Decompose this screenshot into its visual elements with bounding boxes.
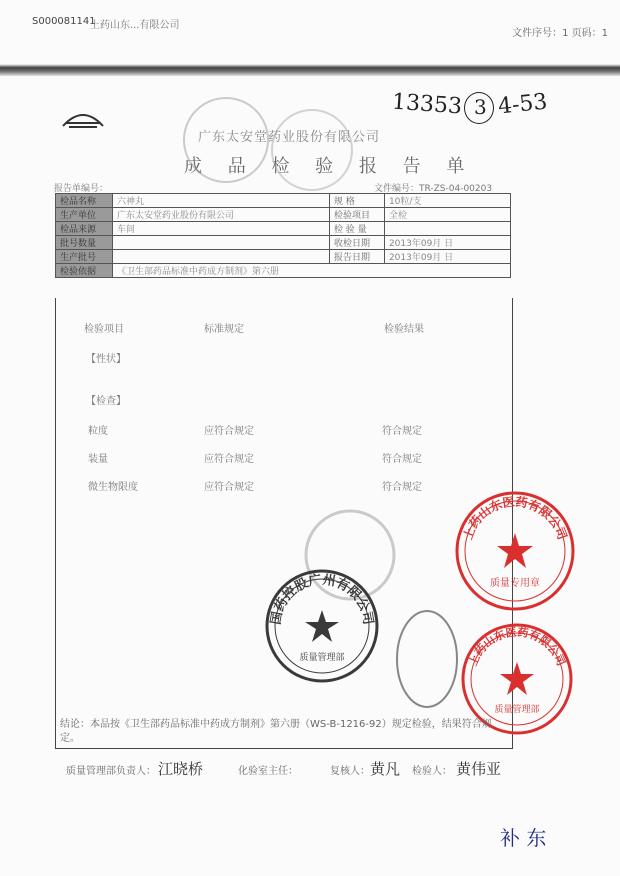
product-info-table — [55, 193, 511, 278]
results-header-standard: 标准规定 — [204, 324, 244, 335]
info-value: 10粒/支 — [384, 194, 510, 208]
svg-text:上药山东医药有限公司: 上药山东医药有限公司 — [460, 494, 570, 542]
row-standard: 应符合规定 — [204, 426, 254, 437]
info-label: 生产单位 — [56, 208, 113, 222]
svg-text:质量管理部: 质量管理部 — [299, 653, 345, 663]
info-label: 检品来源 — [56, 222, 113, 236]
info-value — [113, 236, 330, 250]
scan-band-divider — [0, 64, 620, 76]
handwritten-number-b: 3 — [474, 95, 487, 119]
inspector-signature: 黄伟亚 — [456, 760, 502, 778]
qa-manager-signature: 江晓桥 — [158, 760, 204, 778]
row-result: 符合规定 — [382, 454, 422, 465]
info-value — [113, 250, 330, 264]
oval-stamp — [392, 604, 462, 714]
row-standard: 应符合规定 — [204, 454, 254, 465]
handwritten-number-c: 4-53 — [496, 89, 549, 120]
inspector-label: 检验人： — [412, 766, 452, 777]
reviewer-signature: 黄凡 — [370, 760, 401, 778]
info-value: 全检 — [384, 208, 510, 222]
info-label: 收检日期 — [329, 236, 384, 250]
info-row — [56, 264, 511, 278]
report-title: 成 品 检 验 报 告 单 — [184, 156, 475, 177]
handwritten-circled-number — [464, 92, 494, 124]
info-value: 车间 — [113, 222, 330, 236]
report-number: 报告单编号： — [54, 184, 109, 194]
svg-text:质量专用章: 质量专用章 — [490, 578, 540, 589]
info-value: 2013年09月 日 — [384, 250, 510, 264]
row-standard: 应符合规定 — [204, 482, 254, 493]
info-label: 批号数量 — [56, 236, 113, 250]
row-result: 符合规定 — [382, 426, 422, 437]
fax-doc-id: S000081141 — [32, 16, 96, 27]
fax-header — [0, 0, 620, 40]
reviewer-label: 复核人： — [330, 766, 370, 777]
info-row — [56, 222, 511, 236]
results-header-item: 检验项目 — [84, 324, 124, 335]
info-value: 六神丸 — [113, 194, 330, 208]
faint-stamp-top-right — [262, 100, 362, 200]
info-row — [56, 250, 511, 264]
lab-director-label: 化验室主任： — [238, 766, 298, 777]
info-value: 《卫生部药品标准中药成方制剂》第六册 — [113, 264, 511, 278]
file-number: 文件编号：TR-ZS-04-00203 — [374, 184, 493, 194]
fax-file-number: 文件序号：1 页码：1 — [512, 28, 608, 39]
handwritten-note-bottom: 补 东 — [500, 826, 547, 850]
qa-manager-label: 质量管理部负责人： — [66, 766, 156, 777]
section-appearance: 【性状】 — [86, 354, 126, 365]
fax-company: 上药山东...有限公司 — [90, 20, 180, 31]
info-row — [56, 236, 511, 250]
info-label: 检验依据 — [56, 264, 113, 278]
info-label: 报告日期 — [329, 250, 384, 264]
conclusion-text: 结论：本品按《卫生部药品标准中药成方制剂》第六册（WS-B-1216-92）规定检验，结果符合规定。 — [60, 719, 492, 744]
info-label: 检验项目 — [329, 208, 384, 222]
handwritten-number-a: 13353 — [391, 89, 463, 120]
info-value — [384, 222, 510, 236]
info-label: 规 格 — [329, 194, 384, 208]
row-result: 符合规定 — [382, 482, 422, 493]
info-label: 检品名称 — [56, 194, 113, 208]
svg-text:质量管理部: 质量管理部 — [494, 705, 540, 715]
svg-text:国药控股广州有限公司: 国药控股广州有限公司 — [268, 572, 376, 626]
red-quality-stamp-top — [452, 488, 578, 614]
info-value: 2013年09月 日 — [384, 236, 510, 250]
row-item: 微生物限度 — [88, 482, 138, 493]
info-row — [56, 208, 511, 222]
svg-text:上药山东医药有限公司: 上药山东医药有限公司 — [466, 625, 568, 668]
company-logo-icon — [60, 108, 106, 130]
center-quality-stamp — [262, 566, 382, 686]
row-item: 粒度 — [88, 426, 108, 437]
info-label: 检 验 量 — [329, 222, 384, 236]
company-name: 广东太安堂药业股份有限公司 — [198, 130, 381, 145]
results-header-result: 检验结果 — [384, 324, 424, 335]
row-item: 装量 — [88, 454, 108, 465]
info-value: 广东太安堂药业股份有限公司 — [113, 208, 330, 222]
section-inspection: 【检查】 — [86, 396, 126, 407]
info-label: 生产批号 — [56, 250, 113, 264]
